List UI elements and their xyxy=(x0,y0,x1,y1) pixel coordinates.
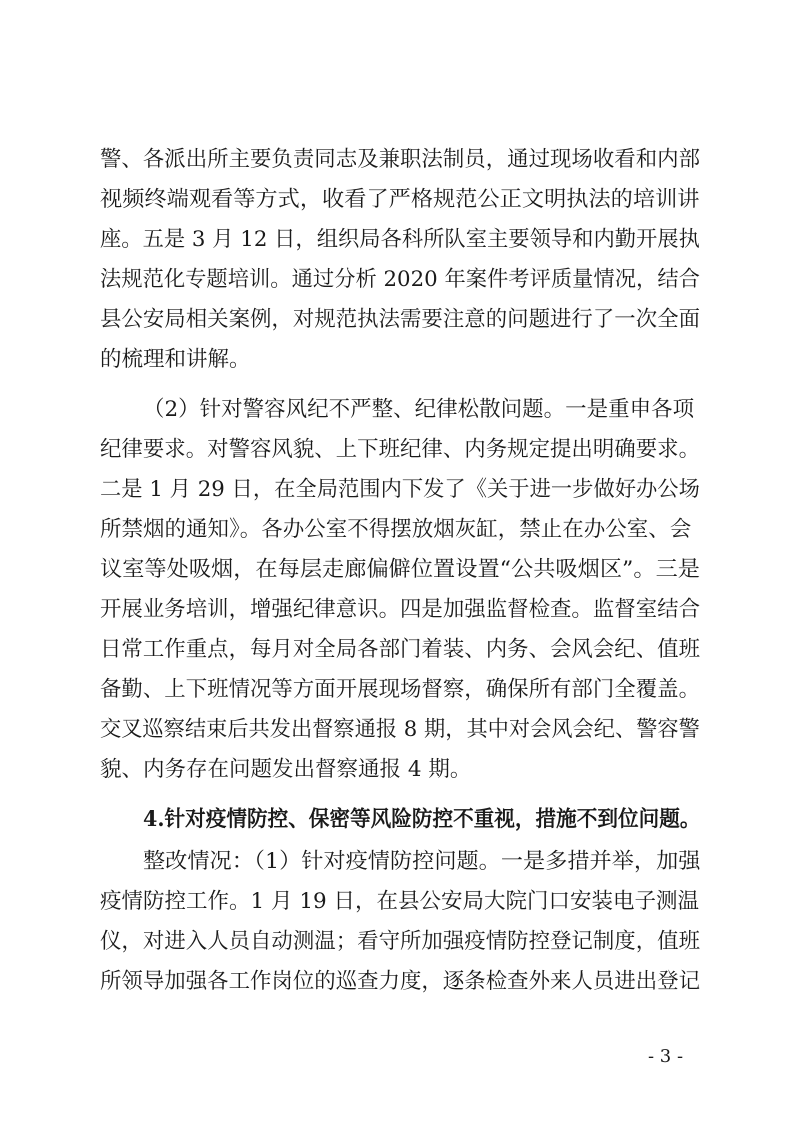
text-line-content: 警、各派出所主要负责同志及兼职法制员，通过现场收看和内部 xyxy=(100,147,701,172)
text-line-content: 视频终端观看等方式，收看了严格规范公正文明执法的培训讲 xyxy=(100,187,700,212)
text-line xyxy=(0,223,800,257)
text-line xyxy=(0,965,800,999)
text-line xyxy=(0,263,800,297)
text-line xyxy=(0,885,800,919)
text-line xyxy=(0,673,800,707)
text-line xyxy=(0,753,800,787)
text-line xyxy=(0,593,800,627)
page-number: - 3 - xyxy=(648,1046,684,1067)
text-line xyxy=(0,925,800,959)
text-line-content: 法规范化专题培训。通过分析 2020 年案件考评质量情况，结合 xyxy=(100,267,700,292)
text-line xyxy=(0,343,800,377)
text-line-content: 纪律要求。对警容风貌、上下班纪律、内务规定提出明确要求。 xyxy=(100,437,701,462)
text-line xyxy=(0,143,800,177)
text-line-content: 县公安局相关案例，对规范执法需要注意的问题进行了一次全面 xyxy=(100,307,701,332)
text-line xyxy=(0,473,800,507)
section-heading xyxy=(0,803,800,837)
text-line-content: 二是 1 月 29 日，在全局范围内下发了《关于进一步做好办公场 xyxy=(100,477,700,502)
section-heading-text: 4.针对疫情防控、保密等风险防控不重视，措施不到位问题。 xyxy=(143,807,701,832)
text-line xyxy=(0,713,800,747)
text-line xyxy=(0,553,800,587)
text-line-content: 的梳理和讲解。 xyxy=(100,347,251,372)
paragraph-first-line xyxy=(0,393,800,427)
text-line-content: 开展业务培训，增强纪律意识。四是加强监督检查。监督室结合 xyxy=(100,597,701,622)
text-line-content: 仪，对进入人员自动测温；看守所加强疫情防控登记制度，值班 xyxy=(100,929,701,954)
text-line-content: 所禁烟的通知》。各办公室不得摆放烟灰缸，禁止在办公室、会 xyxy=(100,517,692,542)
text-line-content: 貌、内务存在问题发出督察通报 4 期。 xyxy=(100,757,472,782)
text-line-content: （2）针对警容风纪不严整、纪律松散问题。一是重申各项 xyxy=(143,397,695,422)
text-line-content: 疫情防控工作。1 月 19 日，在县公安局大院门口安装电子测温 xyxy=(100,889,700,914)
text-line-content: 座。五是 3 月 12 日，组织局各科所队室主要领导和内勤开展执 xyxy=(100,227,700,252)
text-line xyxy=(0,303,800,337)
text-line-content: 日常工作重点，每月对全局各部门着装、内务、会风会纪、值班 xyxy=(100,637,701,662)
text-line-content: 议室等处吸烟，在每层走廊偏僻位置设置“公共吸烟区”。三是 xyxy=(100,557,700,582)
text-line xyxy=(0,513,800,547)
text-line-content: 备勤、上下班情况等方面开展现场督察，确保所有部门全覆盖。 xyxy=(100,677,701,702)
text-line xyxy=(0,633,800,667)
text-line xyxy=(0,183,800,217)
text-line-content: 所领导加强各工作岗位的巡查力度，逐条检查外来人员进出登记 xyxy=(100,969,701,994)
text-line-content: 整改情况：（1）针对疫情防控问题。一是多措并举，加强 xyxy=(143,849,701,874)
paragraph-first-line xyxy=(0,845,800,879)
text-line-content: 交叉巡察结束后共发出督察通报 8 期，其中对会风会纪、警容警 xyxy=(100,717,700,742)
text-line xyxy=(0,433,800,467)
